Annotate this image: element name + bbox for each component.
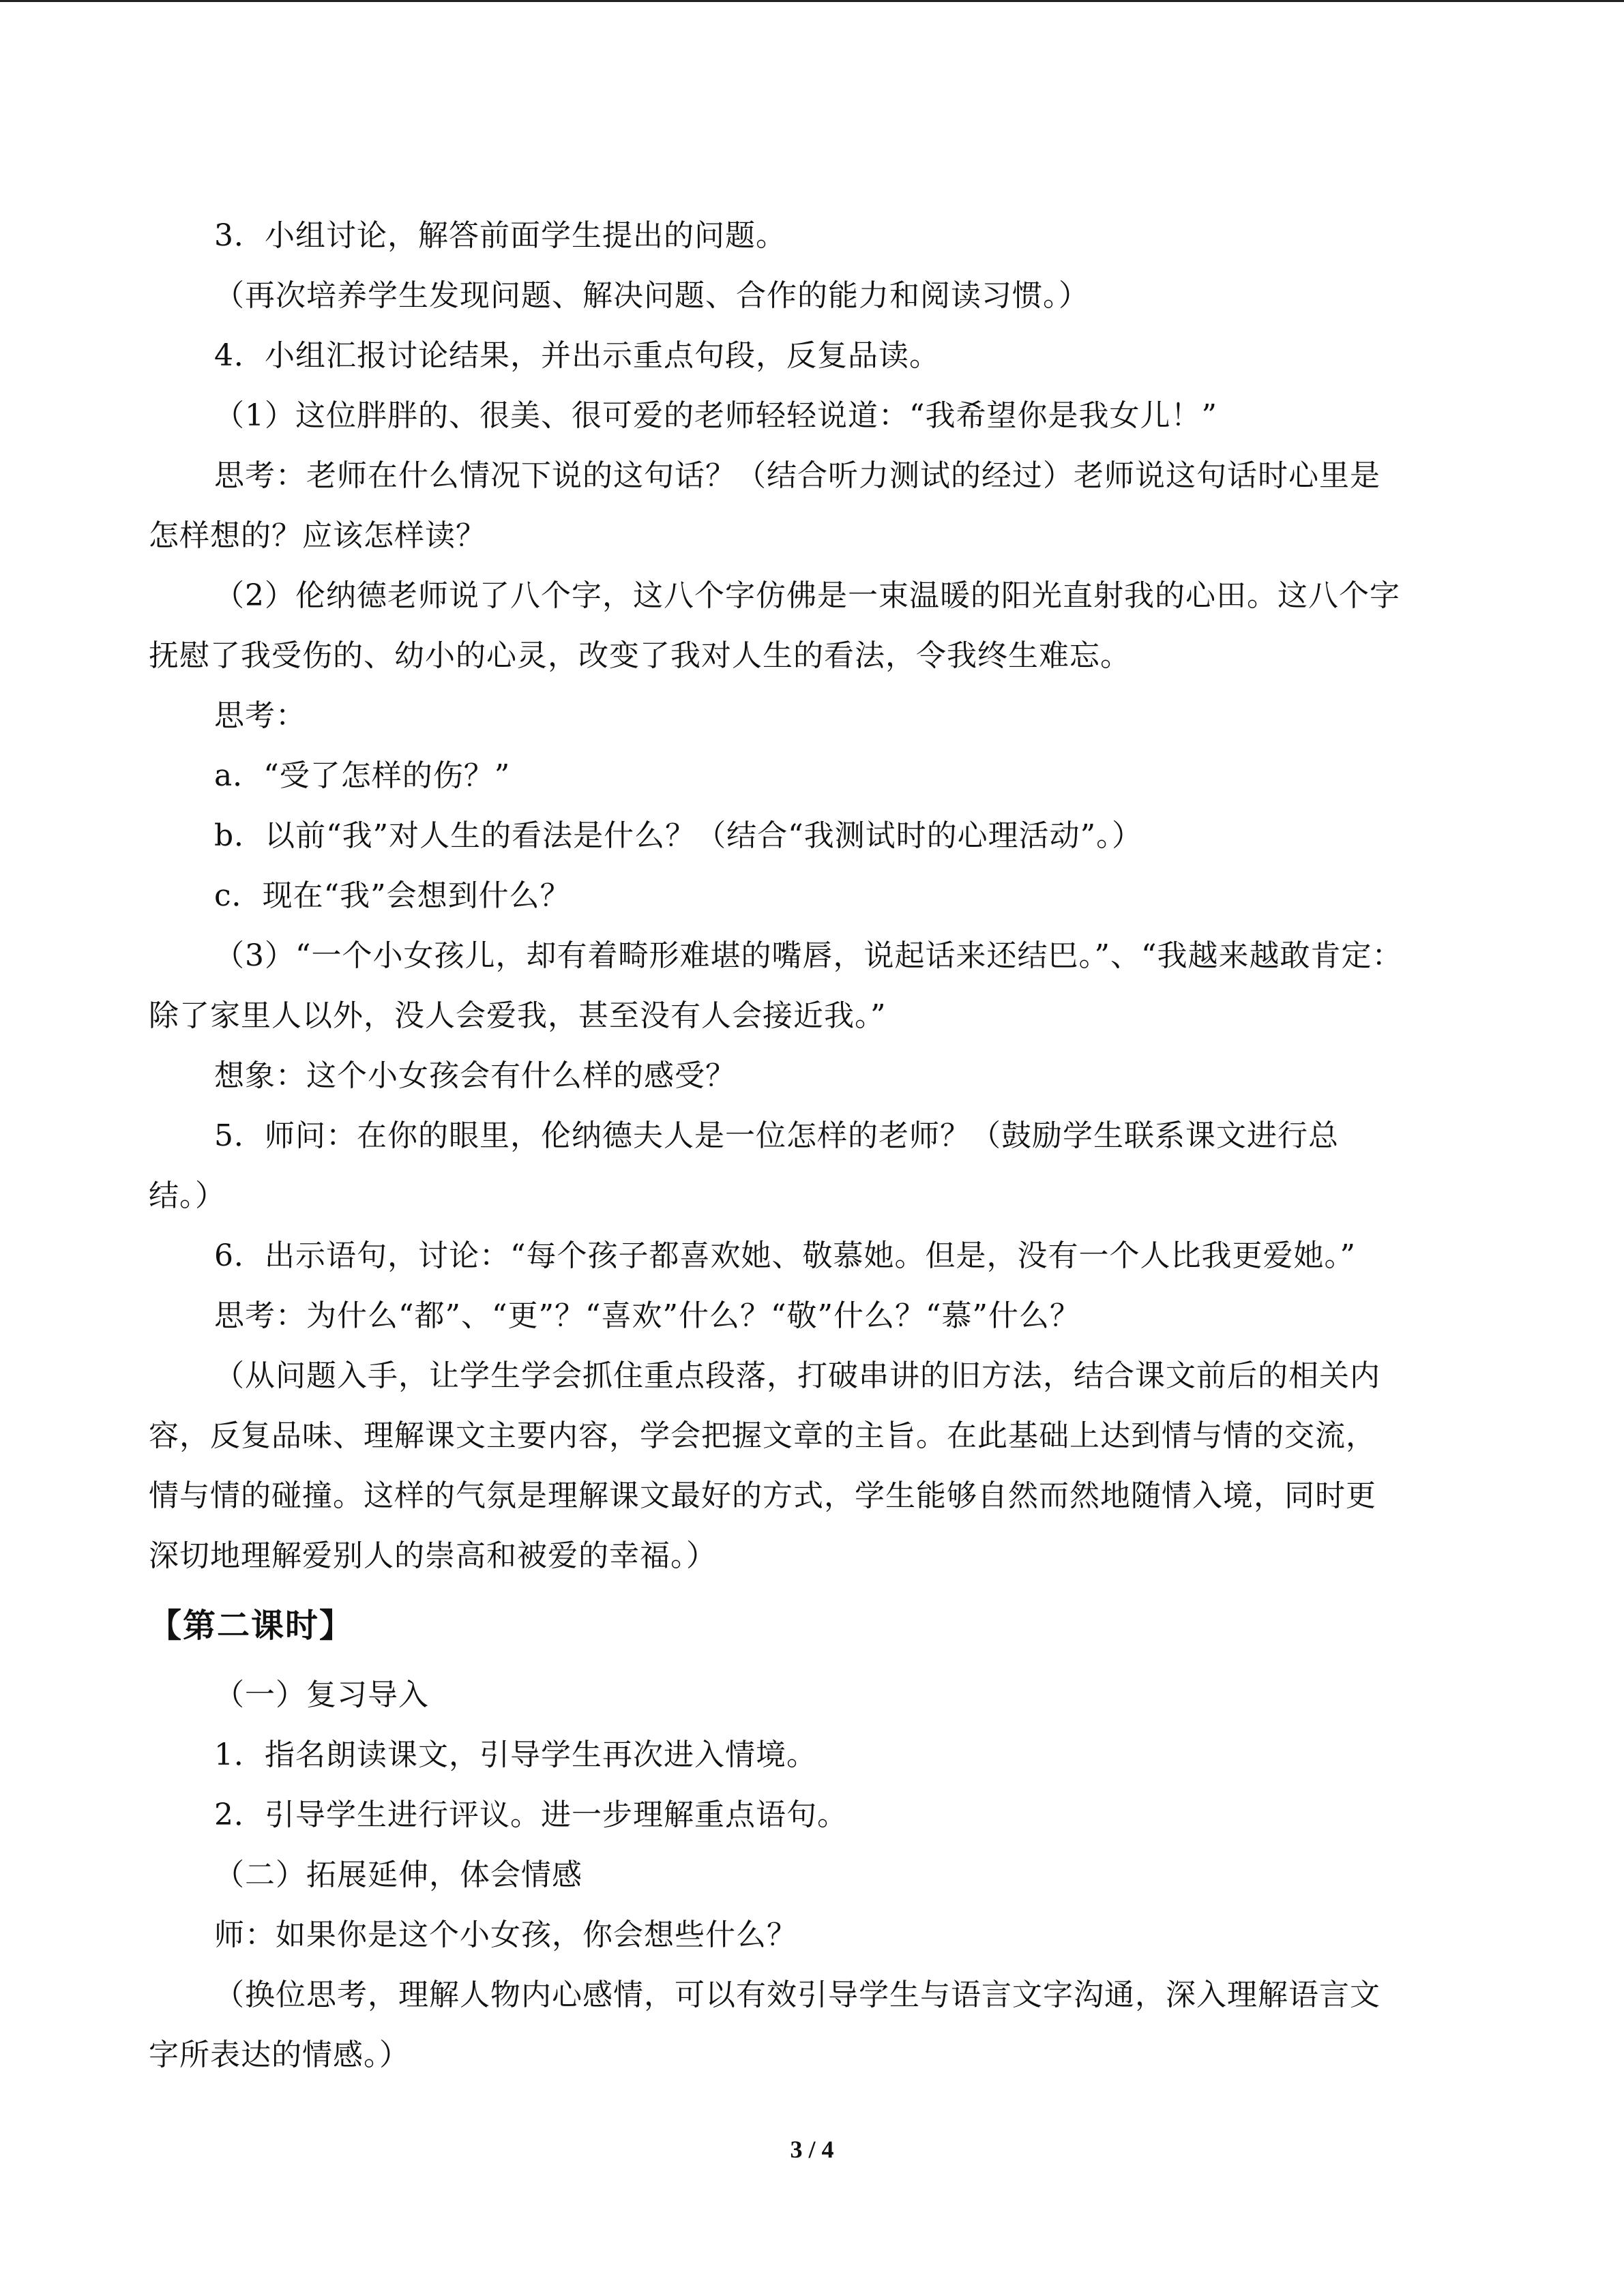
paragraph-line: a．“受了怎样的伤？” <box>214 758 511 793</box>
paragraph-line: 5．师问：在你的眼里，伦纳德夫人是一位怎样的老师？（鼓励学生联系课文进行总 <box>214 1118 1339 1153</box>
paragraph-line: 2．引导学生进行评议。进一步理解重点语句。 <box>214 1798 848 1832</box>
paragraph-line: 6．出示语句，讨论：“每个孩子都喜欢她、敬慕她。但是，没有一个人比我更爱她。” <box>214 1238 1356 1273</box>
paragraph-line: 3．小组讨论，解答前面学生提出的问题。 <box>214 218 786 253</box>
paragraph-line: （2）伦纳德老师说了八个字，这八个字仿佛是一束温暖的阳光直射我的心田。这八个字 <box>214 578 1400 613</box>
paragraph-line: c．现在“我”会想到什么？ <box>214 878 571 913</box>
paragraph-line: 1．指名朗读课文，引导学生再次进入情境。 <box>214 1738 817 1772</box>
paragraph-line: 4．小组汇报讨论结果，并出示重点句段，反复品读。 <box>214 338 940 373</box>
paragraph-line: （换位思考，理解人物内心感情，可以有效引导学生与语言文字沟通，深入理解语言文 <box>214 1978 1381 2012</box>
paragraph-line: 师：如果你是这个小女孩，你会想些什么？ <box>214 1918 797 1952</box>
paragraph-line: 怎样想的？应该怎样读？ <box>149 518 486 553</box>
page-number: 3 / 4 <box>790 2136 834 2163</box>
paragraph-line: 思考：老师在什么情况下说的这句话？（结合听力测试的经过）老师说这句话时心里是 <box>214 458 1381 493</box>
top-border-rule <box>0 0 1624 2</box>
paragraph-line: （从问题入手，让学生学会抓住重点段落，打破串讲的旧方法，结合课文前后的相关内 <box>214 1358 1381 1393</box>
paragraph-line: 思考： <box>214 698 306 733</box>
paragraph-line: 深切地理解爱别人的崇高和被爱的幸福。） <box>149 1538 717 1573</box>
paragraph-line: （再次培养学生发现问题、解决问题、合作的能力和阅读习惯。） <box>214 278 1089 313</box>
paragraph-line: 容，反复品味、理解课文主要内容，学会把握文章的主旨。在此基础上达到情与情的交流， <box>149 1418 1376 1453</box>
paragraph-line: （二）拓展延伸，体会情感 <box>214 1858 582 1892</box>
paragraph-line: （1）这位胖胖的、很美、很可爱的老师轻轻说道：“我希望你是我女儿！” <box>214 398 1217 433</box>
paragraph-line: 想象：这个小女孩会有什么样的感受？ <box>214 1058 736 1093</box>
paragraph-line: 抚慰了我受伤的、幼小的心灵，改变了我对人生的看法，令我终生难忘。 <box>149 638 1131 673</box>
paragraph-line: 除了家里人以外，没人会爱我，甚至没有人会接近我。” <box>149 998 887 1033</box>
paragraph-line: （一）复习导入 <box>214 1678 429 1712</box>
paragraph-line: 情与情的碰撞。这样的气氛是理解课文最好的方式，学生能够自然而然地随情入境，同时更 <box>149 1478 1376 1513</box>
paragraph-line: 结。） <box>149 1178 226 1213</box>
document-body <box>149 206 1475 2085</box>
section-heading: 【第二课时】 <box>149 1607 354 1645</box>
paragraph-line: b．以前“我”对人生的看法是什么？（结合“我测试时的心理活动”。） <box>214 818 1143 853</box>
lesson-part-two <box>149 1665 1475 2085</box>
paragraph-line: 思考：为什么“都”、“更”？“喜欢”什么？“敬”什么？“慕”什么？ <box>214 1298 1080 1333</box>
paragraph-line: （3）“一个小女孩儿，却有着畸形难堪的嘴唇，说起话来还结巴。”、“我越来越敢肯定： <box>214 938 1403 973</box>
lesson-part-one <box>149 206 1475 1586</box>
paragraph-line: 字所表达的情感。） <box>149 2038 410 2072</box>
